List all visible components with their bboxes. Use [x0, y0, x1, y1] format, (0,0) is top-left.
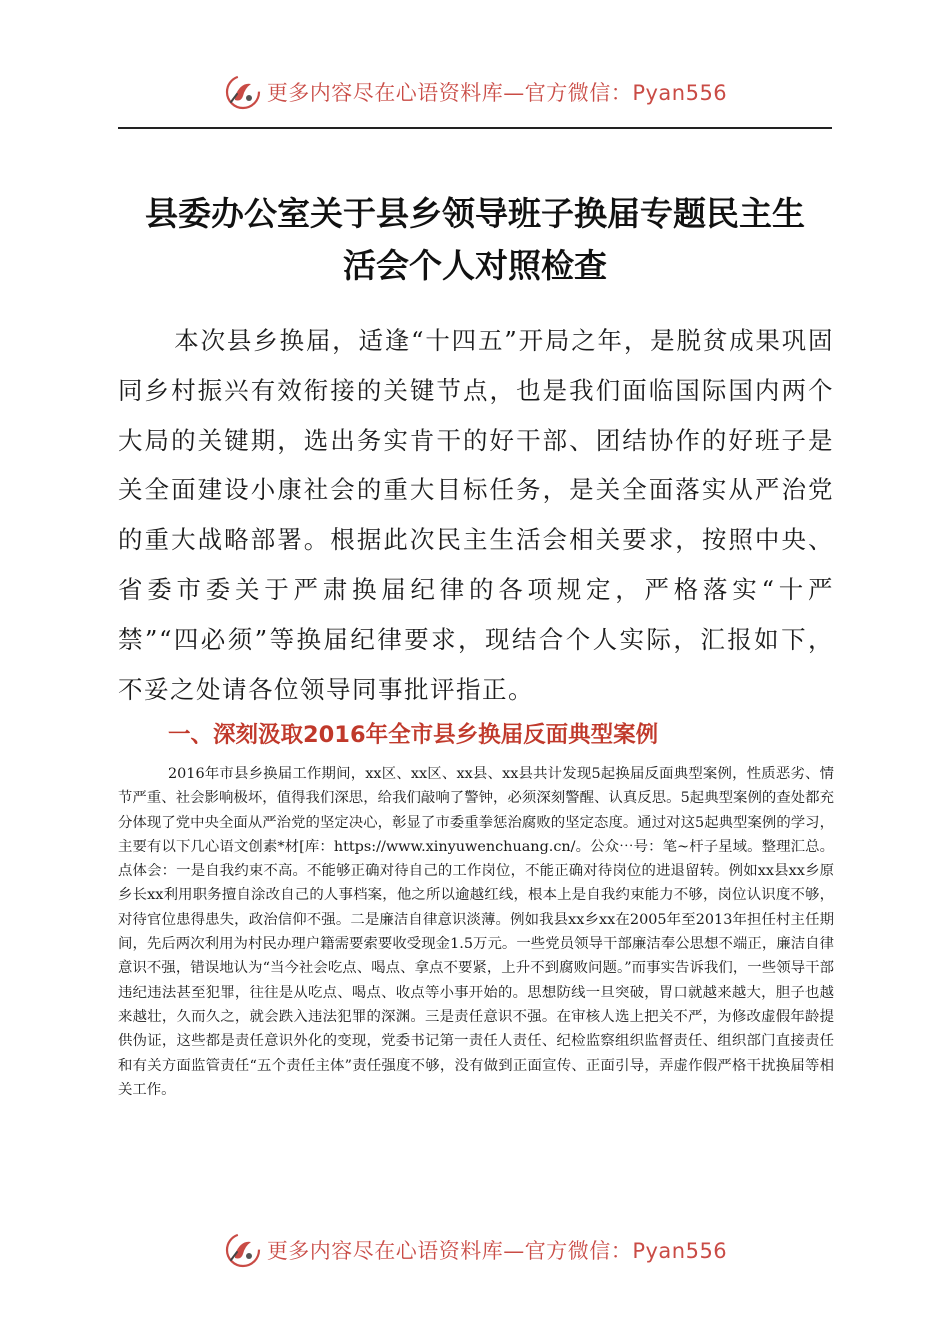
header-banner	[0, 72, 950, 112]
section-1-heading: 一、深刻汲取2016年全市县乡换届反面典型案例	[168, 722, 659, 748]
section-1-body	[118, 762, 834, 1102]
document-title-line-1: 县委办公室关于县乡领导班子换届专题民主生	[145, 194, 805, 233]
section-1-body-text: 2016年市县乡换届工作期间，xx区、xx区、xx县、xx县共计发现5起换届反面典型案例，性质恶劣、情节严重、社会影响极坏，值得我们深思，给我们敲响了警钟，必须深刻警醒、认真反思。5起典型案例的查处都充分体现了党中央全面从严治党的坚定决心，彰显了市委重拳惩治腐败的坚定态度。通过对这5起典型案例的学习，主要有以下几心语文创素*材[库：https://www.xinyuwenchuang.cn/。公众⋯号：笔~杆子星域。整理汇总。点体会：一是自我约束不高。不能够正确对待自己的工作岗位，不能正确对待岗位的进退留转。例如xx县xx乡原乡长xx利用职务擅自涂改自己的人事档案，他之所以逾越红线，根本上是自我约束能力不够，岗位认识度不够，对待官位患得患失，政治信仰不强。二是廉洁自律意识淡薄。例如我县xx乡xx在2005年至2013年担任村主任期间，先后两次利用为村民办理户籍需要索要收受现金1.5万元。一些党员领导干部廉洁奉公思想不端正，廉洁自律意识不强，错误地认为“当今社会吃点、喝点、拿点不要紧，上升不到腐败问题。”而事实告诉我们，一些领导干部违纪违法甚至犯罪，往往是从吃点、喝点、收点等小事开始的。思想防线一旦突破，胃口就越来越大，胆子也越来越壮，久而久之，就会跌入违法犯罪的深渊。三是责任意识不强。在审核人选上把关不严，为修改虚假年龄提供伪证，这些都是责任意识外化的变现，党委书记第一责任人责任、纪检监察组织监督责任、组织部门直接责任和有关方面监管责任“五个责任主体”责任强度不够，没有做到正面宣传、正面引导，弄虚作假严格干扰换届等相关工作。	[118, 766, 834, 1098]
header-wechat-id: Pyan556	[632, 81, 728, 105]
intro-text: 本次县乡换届，适逢“十四五”开局之年，是脱贫成果巩固同乡村振兴有效衔接的关键节点，也是我们面临国际国内两个大局的关键期，选出务实肯干的好干部、团结协作的好班子是关全面建设小康社会的重大目标任务，是关全面落实从严治党的重大战略部署。根据此次民主生活会相关要求，按照中央、省委市委关于严肃换届纪律的各项规定，严格落实“十严禁”“四必须”等换届纪律要求，现结合个人实际，汇报如下，不妥之处请各位领导同事批评指正。	[118, 326, 834, 704]
header-banner-label: 更多内容尽在心语资料库—官方微信：	[266, 81, 633, 105]
footer-brand-logo-icon	[223, 1230, 263, 1270]
intro-paragraph	[118, 316, 834, 714]
brand-logo-icon	[223, 72, 263, 112]
footer-banner	[0, 1230, 950, 1270]
document-title	[100, 188, 850, 292]
footer-banner-label: 更多内容尽在心语资料库—官方微信：	[266, 1239, 633, 1263]
footer-wechat-id: Pyan556	[632, 1239, 728, 1263]
footer-banner-text	[267, 1235, 727, 1265]
document-title-line-2: 活会个人对照检查	[343, 246, 607, 285]
header-banner-text	[267, 77, 727, 107]
header-divider	[118, 127, 832, 129]
